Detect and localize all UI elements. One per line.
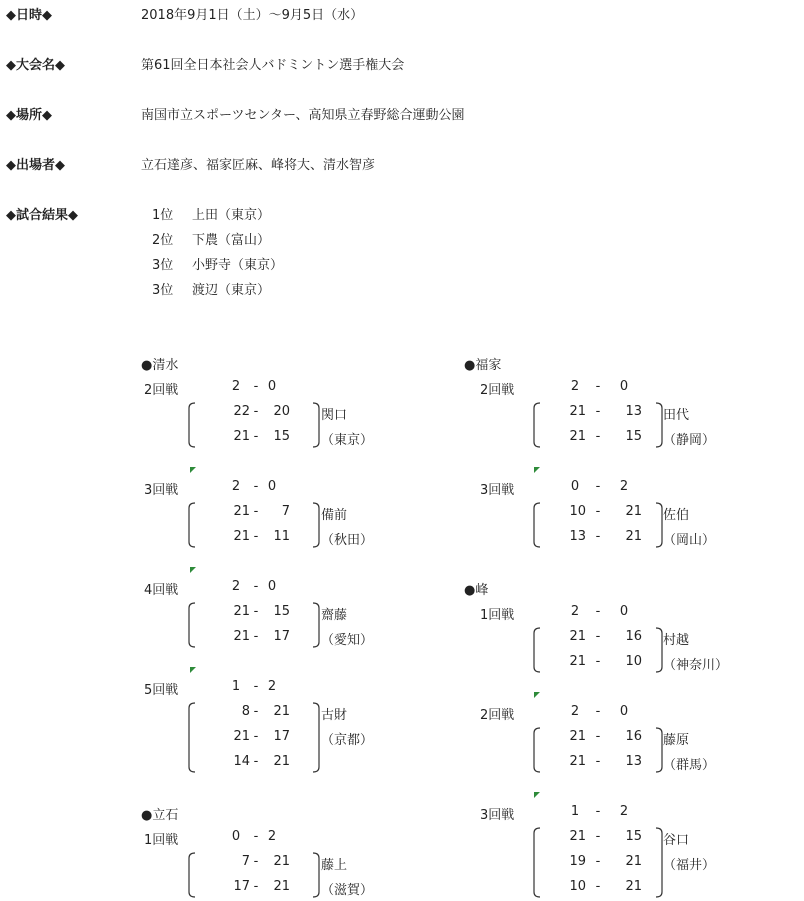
left-bracket-stroke xyxy=(189,703,195,772)
match-score-self: 1 xyxy=(231,679,241,694)
event-value: 第61回全日本社会人バドミントン選手権大会 xyxy=(141,58,405,73)
game-score-self: 8 xyxy=(241,704,250,719)
game-score-opp: 17 xyxy=(273,729,290,744)
opponent-team: （京都） xyxy=(321,733,374,748)
match-score-self: 0 xyxy=(570,479,580,494)
left-bracket xyxy=(187,702,197,773)
game-score-dash: - xyxy=(595,429,601,444)
game-score-opp: 15 xyxy=(625,429,642,444)
opponent-team: （秋田） xyxy=(321,533,374,548)
right-bracket xyxy=(311,602,321,648)
game-score-self: 21 xyxy=(569,829,586,844)
right-bracket-stroke xyxy=(313,603,319,647)
right-bracket-stroke xyxy=(656,728,662,772)
score-dash: - xyxy=(253,679,259,694)
event-label: ◆大会名◆ xyxy=(6,58,65,73)
game-score-opp: 21 xyxy=(625,879,642,894)
game-score-self: 21 xyxy=(233,729,250,744)
game-score-self: 14 xyxy=(233,754,250,769)
round-label: 2回戦 xyxy=(480,708,515,723)
left-bracket-stroke xyxy=(189,853,195,897)
left-bracket xyxy=(187,852,197,898)
game-score-self: 21 xyxy=(233,604,250,619)
player-header: ●福家 xyxy=(464,358,502,373)
game-score-opp: 16 xyxy=(625,729,642,744)
opponent-name: 藤原 xyxy=(663,733,690,748)
match-score-opp: 0 xyxy=(267,479,277,494)
game-score-opp: 21 xyxy=(625,504,642,519)
right-bracket-stroke xyxy=(313,853,319,897)
result-name: 下農（富山） xyxy=(192,233,271,248)
opponent-name: 齋藤 xyxy=(321,608,348,623)
round-marker-flag xyxy=(534,792,540,798)
round-label: 5回戦 xyxy=(144,683,179,698)
game-score-opp: 16 xyxy=(625,629,642,644)
opponent-team: （東京） xyxy=(321,433,374,448)
result-row xyxy=(152,279,270,298)
match-score-self: 2 xyxy=(570,704,580,719)
game-score-dash: - xyxy=(253,429,259,444)
game-score-opp: 21 xyxy=(625,854,642,869)
left-bracket-stroke xyxy=(189,603,195,647)
game-score-dash: - xyxy=(595,529,601,544)
game-score-opp: 10 xyxy=(625,654,642,669)
player-header: ●清水 xyxy=(141,358,179,373)
game-score-opp: 7 xyxy=(281,504,290,519)
game-score-opp: 20 xyxy=(273,404,290,419)
left-bracket xyxy=(532,727,542,773)
match-score-opp: 0 xyxy=(619,379,629,394)
game-score-self: 7 xyxy=(241,854,250,869)
left-bracket xyxy=(532,402,542,448)
opponent-name: 関口 xyxy=(321,408,348,423)
opponent-team: （愛知） xyxy=(321,633,374,648)
game-score-opp: 21 xyxy=(273,704,290,719)
game-score-self: 21 xyxy=(233,429,250,444)
score-dash: - xyxy=(595,604,601,619)
game-score-self: 21 xyxy=(233,529,250,544)
opponent-name: 村越 xyxy=(663,633,690,648)
left-bracket-stroke xyxy=(534,728,540,772)
left-bracket-stroke xyxy=(189,503,195,547)
opponent-name: 田代 xyxy=(663,408,690,423)
game-score-opp: 15 xyxy=(273,429,290,444)
result-place: 3位 xyxy=(152,283,174,298)
match-score-self: 0 xyxy=(231,829,241,844)
date-value: 2018年9月1日（土）〜9月5日（水） xyxy=(141,8,364,23)
match-score-opp: 2 xyxy=(619,479,629,494)
opponent-name: 備前 xyxy=(321,508,348,523)
game-score-dash: - xyxy=(253,704,259,719)
left-bracket-stroke xyxy=(534,628,540,672)
game-score-opp: 11 xyxy=(273,529,290,544)
game-score-dash: - xyxy=(595,654,601,669)
score-dash: - xyxy=(253,829,259,844)
game-score-dash: - xyxy=(595,404,601,419)
game-score-opp: 13 xyxy=(625,754,642,769)
game-score-self: 10 xyxy=(569,504,586,519)
player-header: ●立石 xyxy=(141,808,179,823)
opponent-team: （静岡） xyxy=(663,433,716,448)
score-dash: - xyxy=(595,804,601,819)
game-score-opp: 15 xyxy=(273,604,290,619)
round-marker-flag xyxy=(190,467,196,473)
game-score-self: 21 xyxy=(569,429,586,444)
game-score-self: 21 xyxy=(569,654,586,669)
round-marker-flag xyxy=(534,692,540,698)
left-bracket-stroke xyxy=(189,403,195,447)
result-row xyxy=(152,204,270,223)
opponent-name: 藤上 xyxy=(321,858,348,873)
round-marker-flag xyxy=(190,667,196,673)
venue-label: ◆場所◆ xyxy=(6,108,52,123)
player-header: ●峰 xyxy=(464,583,489,598)
opponent-team: （福井） xyxy=(663,858,716,873)
round-label: 3回戦 xyxy=(144,483,179,498)
venue-value: 南国市立スポーツセンター、高知県立春野総合運動公園 xyxy=(141,108,465,123)
match-score-opp: 0 xyxy=(619,704,629,719)
result-name: 渡辺（東京） xyxy=(192,283,271,298)
game-score-dash: - xyxy=(595,629,601,644)
opponent-team: （滋賀） xyxy=(321,883,374,898)
opponent-team: （神奈川） xyxy=(663,658,729,673)
match-score-self: 2 xyxy=(231,479,241,494)
game-score-dash: - xyxy=(253,729,259,744)
round-marker-flag xyxy=(534,467,540,473)
match-score-opp: 2 xyxy=(267,679,277,694)
players-label: ◆出場者◆ xyxy=(6,158,65,173)
game-score-dash: - xyxy=(253,629,259,644)
match-score-opp: 2 xyxy=(619,804,629,819)
round-label: 2回戦 xyxy=(480,383,515,398)
round-label: 3回戦 xyxy=(480,483,515,498)
left-bracket xyxy=(187,602,197,648)
match-score-opp: 0 xyxy=(267,579,277,594)
game-score-dash: - xyxy=(253,754,259,769)
match-score-opp: 2 xyxy=(267,829,277,844)
right-bracket xyxy=(311,402,321,448)
right-bracket-stroke xyxy=(656,828,662,897)
right-bracket-stroke xyxy=(313,503,319,547)
left-bracket-stroke xyxy=(534,403,540,447)
match-score-self: 2 xyxy=(570,604,580,619)
right-bracket xyxy=(311,702,321,773)
game-score-dash: - xyxy=(595,754,601,769)
opponent-team: （群馬） xyxy=(663,758,716,773)
game-score-dash: - xyxy=(253,529,259,544)
round-label: 1回戦 xyxy=(480,608,515,623)
game-score-self: 22 xyxy=(233,404,250,419)
game-score-dash: - xyxy=(253,504,259,519)
score-dash: - xyxy=(595,704,601,719)
game-score-opp: 17 xyxy=(273,629,290,644)
results-label: ◆試合結果◆ xyxy=(6,208,78,223)
match-score-self: 2 xyxy=(570,379,580,394)
result-name: 小野寺（東京） xyxy=(192,258,284,273)
game-score-self: 17 xyxy=(233,879,250,894)
right-bracket-stroke xyxy=(313,703,319,772)
left-bracket xyxy=(532,627,542,673)
game-score-dash: - xyxy=(253,604,259,619)
match-score-self: 1 xyxy=(570,804,580,819)
right-bracket-stroke xyxy=(313,403,319,447)
match-score-self: 2 xyxy=(231,579,241,594)
date-label: ◆日時◆ xyxy=(6,8,52,23)
game-score-self: 21 xyxy=(569,404,586,419)
game-score-self: 21 xyxy=(569,629,586,644)
right-bracket xyxy=(311,852,321,898)
result-row xyxy=(152,229,270,248)
result-row xyxy=(152,254,283,273)
game-score-self: 21 xyxy=(233,504,250,519)
game-score-dash: - xyxy=(595,729,601,744)
left-bracket xyxy=(187,402,197,448)
game-score-self: 19 xyxy=(569,854,586,869)
score-dash: - xyxy=(253,579,259,594)
game-score-dash: - xyxy=(253,879,259,894)
opponent-name: 古財 xyxy=(321,708,348,723)
score-dash: - xyxy=(253,379,259,394)
game-score-dash: - xyxy=(595,879,601,894)
game-score-dash: - xyxy=(595,829,601,844)
left-bracket-stroke xyxy=(534,828,540,897)
right-bracket xyxy=(311,502,321,548)
game-score-dash: - xyxy=(253,854,259,869)
game-score-dash: - xyxy=(595,854,601,869)
round-marker-flag xyxy=(190,567,196,573)
game-score-dash: - xyxy=(253,404,259,419)
players-value: 立石達彦、福家匠麻、峰将大、清水智彦 xyxy=(141,158,376,173)
right-bracket-stroke xyxy=(656,503,662,547)
match-score-opp: 0 xyxy=(619,604,629,619)
score-dash: - xyxy=(595,379,601,394)
result-name: 上田（東京） xyxy=(192,208,271,223)
right-bracket-stroke xyxy=(656,403,662,447)
game-score-self: 21 xyxy=(233,629,250,644)
score-dash: - xyxy=(253,479,259,494)
round-label: 4回戦 xyxy=(144,583,179,598)
game-score-self: 10 xyxy=(569,879,586,894)
game-score-opp: 21 xyxy=(273,879,290,894)
game-score-dash: - xyxy=(595,504,601,519)
opponent-name: 佐伯 xyxy=(663,508,690,523)
result-place: 1位 xyxy=(152,208,174,223)
left-bracket xyxy=(187,502,197,548)
round-label: 1回戦 xyxy=(144,833,179,848)
game-score-opp: 21 xyxy=(273,754,290,769)
score-dash: - xyxy=(595,479,601,494)
right-bracket-stroke xyxy=(656,628,662,672)
opponent-team: （岡山） xyxy=(663,533,716,548)
round-label: 3回戦 xyxy=(480,808,515,823)
left-bracket xyxy=(532,502,542,548)
left-bracket-stroke xyxy=(534,503,540,547)
game-score-opp: 21 xyxy=(625,529,642,544)
match-score-self: 2 xyxy=(231,379,241,394)
match-score-opp: 0 xyxy=(267,379,277,394)
left-bracket xyxy=(532,827,542,898)
game-score-opp: 21 xyxy=(273,854,290,869)
game-score-opp: 13 xyxy=(625,404,642,419)
game-score-opp: 15 xyxy=(625,829,642,844)
game-score-self: 21 xyxy=(569,729,586,744)
game-score-self: 21 xyxy=(569,754,586,769)
result-place: 2位 xyxy=(152,233,174,248)
result-place: 3位 xyxy=(152,258,174,273)
round-label: 2回戦 xyxy=(144,383,179,398)
opponent-name: 谷口 xyxy=(663,833,690,848)
game-score-self: 13 xyxy=(569,529,586,544)
